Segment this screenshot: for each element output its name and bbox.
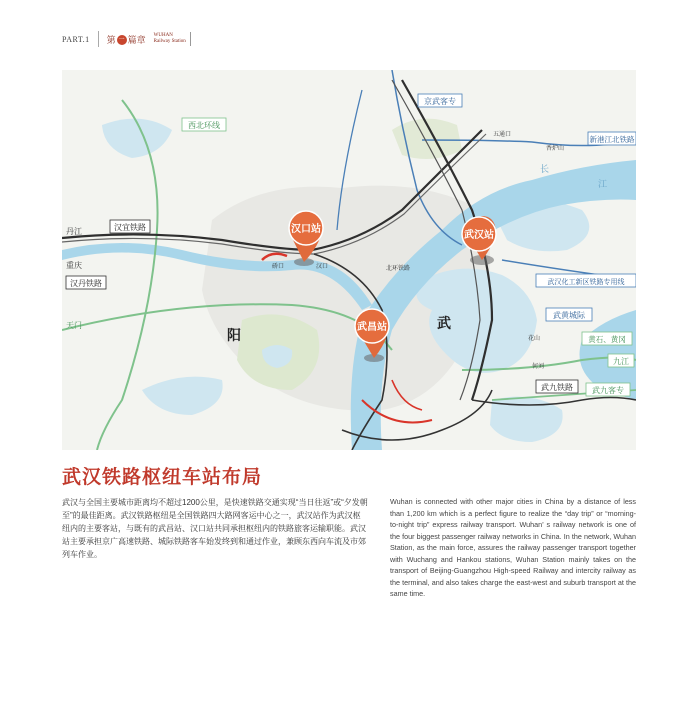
label-xingang — [588, 132, 636, 145]
station-label: 汉口站 — [291, 224, 321, 235]
logo-line1: WUHAN — [153, 33, 173, 38]
header-divider — [98, 31, 99, 47]
label-text: 武九客专 — [592, 386, 624, 395]
label-xibei — [182, 118, 226, 131]
label-hanyi — [110, 220, 150, 233]
label-text: 武汉化工新区铁路专用线 — [547, 279, 625, 286]
label-text: 汉丹铁路 — [70, 279, 102, 288]
station-label: 武汉站 — [464, 230, 494, 241]
place-wutong: 五通口 — [493, 132, 512, 138]
place-beihuan: 北环铁路 — [386, 266, 411, 272]
page-header — [62, 28, 199, 50]
station-label: 武昌站 — [357, 322, 387, 333]
label-wuhuang — [546, 308, 592, 321]
river-jiang: 江 — [598, 179, 608, 189]
label-hanshi — [66, 276, 106, 289]
place-qiaokou: 硚口 — [272, 264, 285, 270]
label-text: 新港江北铁路 — [589, 135, 635, 144]
label-wujiu-pass — [586, 383, 630, 396]
en-text: Wuhan is connected with other major cities in China by a distance of less than 1,200 km which is a perfect figure to realize the “day trip” or “morning-to-night trip” express railway transport. Wuhan’ s railway network is one of the four biggest passenger railway networks in China. In the network, Wuhan Station, as the main force, assures the railway passenger transport together with Wuchang and Hankou stations, Wuhan Station mainly takes on the transport of Beijing-Guangzhou High-speed Railway and intercity railway as the terminal, and also takes charge the east-west and suburb transport at the same time. — [390, 497, 636, 598]
chinese-paragraph — [62, 496, 368, 561]
place-huashan: 花山 — [528, 336, 541, 342]
label-chem — [536, 274, 636, 287]
logo-mark — [190, 32, 199, 46]
place-heliu: 何刘 — [532, 364, 545, 370]
district-wu: 武 — [437, 315, 451, 331]
district-yang: 阳 — [227, 327, 241, 343]
label-text: 武九铁路 — [541, 383, 573, 392]
label-huangshi — [582, 332, 632, 345]
label-text: 九江 — [613, 357, 629, 366]
river-chang: 长 — [540, 164, 550, 174]
place-tianmen: 天门 — [66, 321, 82, 330]
label-jingwu — [418, 94, 462, 107]
english-paragraph — [390, 496, 636, 600]
section-title: 武汉铁路枢纽车站布局 — [62, 466, 263, 488]
place-xianggu: 香炉山 — [546, 146, 565, 152]
chapter-label: 第 一 篇章 — [106, 35, 146, 46]
place-danjiang: 丹江 — [66, 227, 82, 236]
place-chongqing: 重庆 — [66, 261, 82, 270]
label-jiujiang — [608, 354, 634, 367]
chapter-number: 一 — [118, 36, 125, 43]
railway-map — [62, 70, 636, 450]
label-text: 黄石、黄冈 — [588, 335, 626, 344]
logo-line2: Railway Station — [153, 39, 186, 44]
label-text: 汉宜铁路 — [114, 223, 146, 232]
place-hankou: 汉口 — [316, 264, 329, 270]
label-text: 西北环线 — [188, 121, 220, 130]
label-text: 京武客专 — [424, 97, 456, 106]
label-wujiu — [536, 380, 578, 393]
part-label: PART.1 — [62, 34, 90, 44]
book-logo — [154, 33, 190, 45]
zh-text: 武汉与全国主要城市距离均不超过1200公里，是快速铁路交通实现“当日往返”或“夕发朝至”的最佳距离。武汉铁路枢纽是全国铁路四大路网客运中心之一，武汉站作为武汉枢纽内的主要客站，与既有的武昌站、汉口站共同承担枢纽内的铁路旅客运输职能。武汉站主要承担京广高速铁路、城际铁路客车始发终到和通过作业，兼顾东西向车流及市郊列车作业。 — [62, 498, 368, 559]
label-text: 武黄城际 — [553, 311, 585, 320]
